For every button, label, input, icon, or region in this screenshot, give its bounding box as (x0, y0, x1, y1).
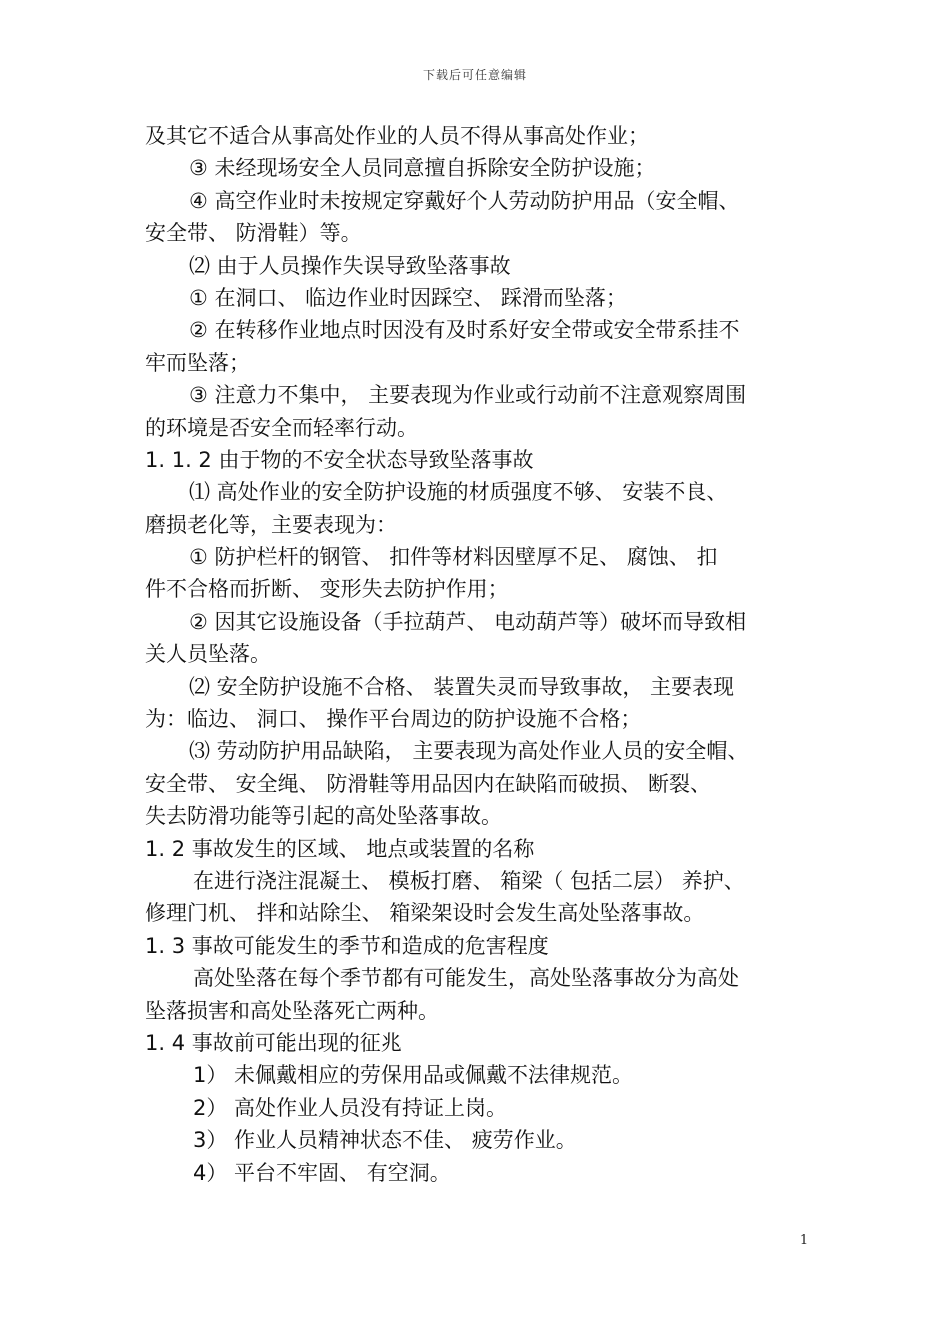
text-line: ④ 高空作业时未按规定穿戴好个人劳动防护用品（安全帽、 (189, 188, 740, 213)
text-line: ⑴ 高处作业的安全防护设施的材质强度不够、 安装不良、 (189, 480, 728, 505)
text-line: 高处坠落在每个季节都有可能发生，高处坠落事故分为高处 (193, 966, 739, 991)
text-line: 失去防滑功能等引起的高处坠落事故。 (145, 804, 502, 829)
text-line: 牢而坠落； (145, 350, 250, 375)
text-line: ③ 未经现场安全人员同意擅自拆除安全防护设施； (189, 156, 656, 181)
page-number: 1 (799, 1233, 809, 1248)
text-line: 安全带、 防滑鞋）等。 (145, 221, 362, 246)
text-line: 1） 未佩戴相应的劳保用品或佩戴不法律规范。 (193, 1063, 634, 1088)
text-line: ② 因其它设施设备（手拉葫芦、 电动葫芦等）破坏而导致相 (189, 609, 747, 634)
text-line: ② 在转移作业地点时因没有及时系好安全带或安全带系挂不 (189, 318, 740, 343)
document-body (145, 120, 815, 1189)
text-line: 修理门机、 拌和站除尘、 箱梁架设时会发生高处坠落事故。 (145, 901, 705, 926)
text-line: 磨损老化等，主要表现为： (145, 512, 397, 537)
text-line: ① 在洞口、 临边作业时因踩空、 踩滑而坠落； (189, 285, 627, 310)
text-line: 3） 作业人员精神状态不佳、 疲劳作业。 (193, 1128, 577, 1153)
text-line: ⑵ 安全防护设施不合格、 装置失灵而导致事故， 主要表现 (189, 674, 735, 699)
page-header: 下载后可任意编辑 (422, 68, 527, 82)
text-line: 1. 4 事故前可能出现的征兆 (145, 1030, 402, 1055)
text-line: 为：临边、 洞口、 操作平台周边的防护设施不合格； (145, 707, 642, 732)
text-line: ⑵ 由于人员操作失误导致坠落事故 (189, 253, 511, 278)
text-line: 及其它不适合从事高处作业的人员不得从事高处作业； (145, 124, 649, 148)
text-line: 安全带、 安全绳、 防滑鞋等用品因内在缺陷而破损、 断裂、 (145, 771, 712, 796)
text-line: 件不合格而折断、 变形失去防护作用； (145, 577, 509, 602)
text-line: 的环境是否安全而轻率行动。 (145, 415, 418, 440)
text-line: ⑶ 劳动防护用品缺陷， 主要表现为高处作业人员的安全帽、 (189, 739, 749, 764)
text-line: 在进行浇注混凝土、 模板打磨、 箱梁（ 包括二层） 养护、 (193, 868, 745, 893)
text-line: ① 防护栏杆的钢管、 扣件等材料因壁厚不足、 腐蚀、 扣 (189, 545, 718, 570)
text-line: ③ 注意力不集中， 主要表现为作业或行动前不注意观察周围 (189, 383, 747, 408)
text-line: 4） 平台不牢固、 有空洞。 (193, 1160, 451, 1185)
text-line: 1. 2 事故发生的区域、 地点或装置的名称 (145, 836, 535, 861)
text-line: 坠落损害和高处坠落死亡两种。 (145, 998, 439, 1023)
text-line: 2） 高处作业人员没有持证上岗。 (193, 1095, 508, 1120)
text-line: 1. 1. 2 由于物的不安全状态导致坠落事故 (145, 447, 534, 472)
text-line: 关人员坠落。 (145, 642, 271, 667)
text-line: 1. 3 事故可能发生的季节和造成的危害程度 (145, 933, 549, 958)
